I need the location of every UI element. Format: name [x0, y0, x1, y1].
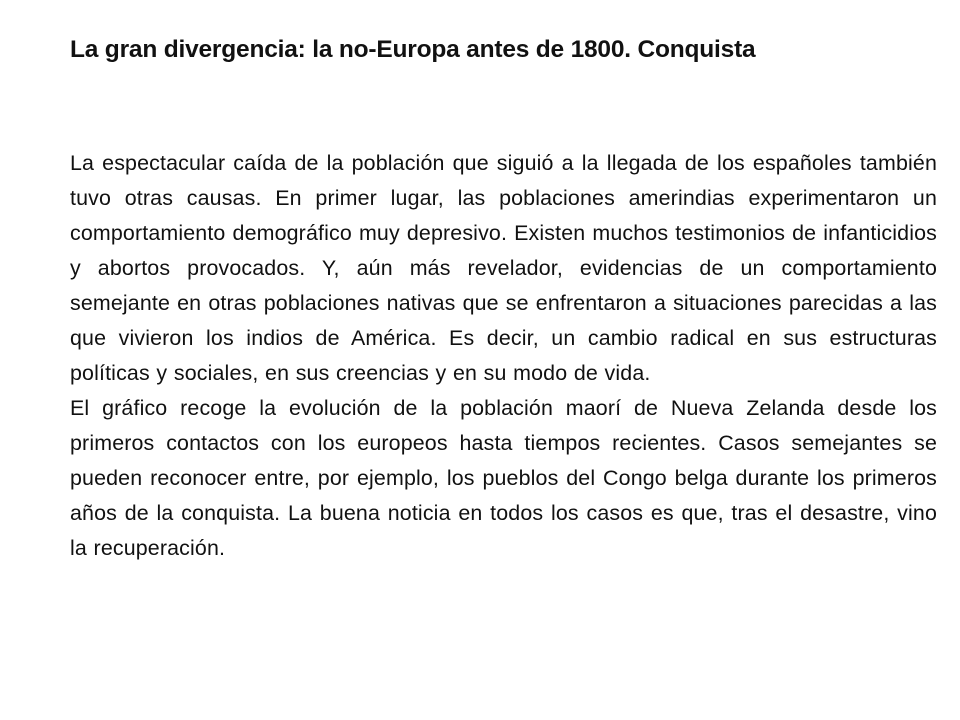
paragraph-1: La espectacular caída de la población que siguió a la llegada de los españoles también tuvo otras causas. En primer lugar, las poblaciones amerindias experimentaron un comportamiento demográfico muy depresivo. Existen muchos testimonios de infanticidios y abortos provocados. Y, aún más revelador, evidencias de un comportamiento semejante en otras poblaciones nativas que se enfrentaron a situaciones parecidas a las que vivieron los indios de América. Es decir, un cambio radical en sus estructuras políticas y sociales, en sus creencias y en su modo de vida.	[70, 151, 937, 385]
slide-title: La gran divergencia: la no-Europa antes de 1800. Conquista	[70, 36, 756, 63]
paragraph-2: El gráfico recoge la evolución de la población maorí de Nueva Zelanda desde los primeros contactos con los europeos hasta tiempos recientes. Casos semejantes se pueden reconocer entre, por ejemplo, los pueblos del Congo belga durante los primeros años de la conquista. La buena noticia en todos los casos es que, tras el desastre, vino la recuperación.	[70, 396, 937, 560]
slide-body	[70, 146, 937, 566]
